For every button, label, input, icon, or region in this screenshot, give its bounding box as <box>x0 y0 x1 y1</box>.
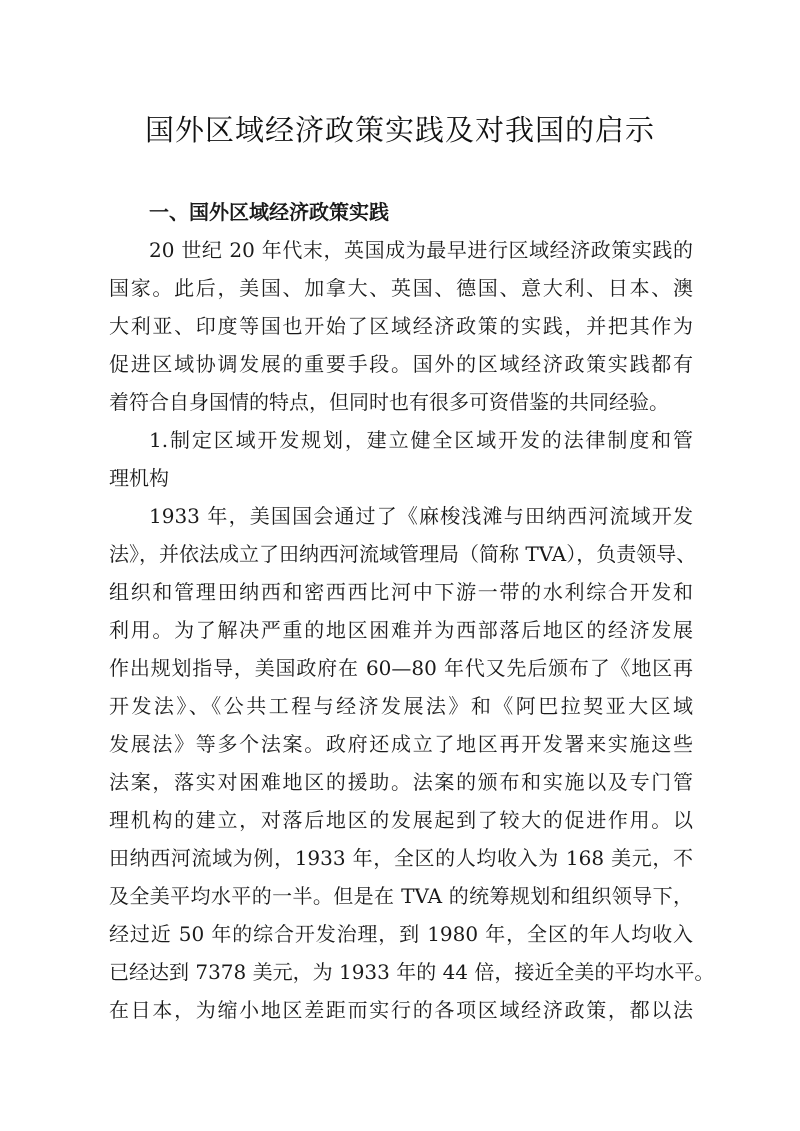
text-line: 作出规划指导，美国政府在 60—80 年代又先后颁布了《地区再 <box>109 656 693 680</box>
text-line: 组织和管理田纳西和密西西比河中下游一带的水利综合开发和 <box>109 580 693 604</box>
text-line: 利用。为了解决严重的地区困难并为西部落后地区的经济发展 <box>109 618 693 642</box>
text-line: 田纳西河流域为例，1933 年，全区的人均收入为 168 美元，不 <box>109 846 693 870</box>
text-line: 法》，并依法成立了田纳西河流域管理局（简称 TVA），负责领导、 <box>109 542 697 566</box>
text-line: 发展法》等多个法案。政府还成立了地区再开发署来实施这些 <box>109 732 693 756</box>
text-line: 理机构的建立，对落后地区的发展起到了较大的促进作用。以 <box>109 808 693 832</box>
paragraph-tva <box>109 497 715 1029</box>
text-line: 经过近 50 年的综合开发治理，到 1980 年，全区的年人均收入 <box>109 922 693 946</box>
text-line: 及全美平均水平的一半。但是在 TVA 的统筹规划和组织领导下， <box>109 884 693 908</box>
section-heading: 一、国外区域经济政策实践 <box>149 200 389 224</box>
text-line: 1.制定区域开发规划，建立健全区域开发的法律制度和管 <box>149 428 693 452</box>
text-line: 在日本，为缩小地区差距而实行的各项区域经济政策，都以法 <box>109 998 693 1022</box>
document-body <box>109 193 715 1029</box>
text-line: 国家。此后，美国、加拿大、英国、德国、意大利、日本、澳 <box>109 276 693 300</box>
text-line: 开发法》、《公共工程与经济发展法》和《阿巴拉契亚大区域 <box>109 694 693 718</box>
paragraph-intro <box>109 231 693 421</box>
text-line: 着符合自身国情的特点，但同时也有很多可资借鉴的共同经验。 <box>109 390 669 414</box>
text-line: 1933 年，美国国会通过了《麻梭浅滩与田纳西河流域开发 <box>149 504 693 528</box>
text-line: 理机构 <box>109 466 169 490</box>
text-line: 大利亚、印度等国也开始了区域经济政策的实践，并把其作为 <box>109 314 693 338</box>
text-line: 法案，落实对困难地区的援助。法案的颁布和实施以及专门管 <box>109 770 693 794</box>
subheading-planning <box>109 421 693 497</box>
text-line: 已经达到 7378 美元，为 1933 年的 44 倍，接近全美的平均水平。 <box>109 960 715 984</box>
text-line: 20 世纪 20 年代末，英国成为最早进行区域经济政策实践的 <box>149 238 693 262</box>
text-line: 促进区域协调发展的重要手段。国外的区域经济政策实践都有 <box>109 352 693 376</box>
document-title: 国外区域经济政策实践及对我国的启示 <box>144 113 655 147</box>
